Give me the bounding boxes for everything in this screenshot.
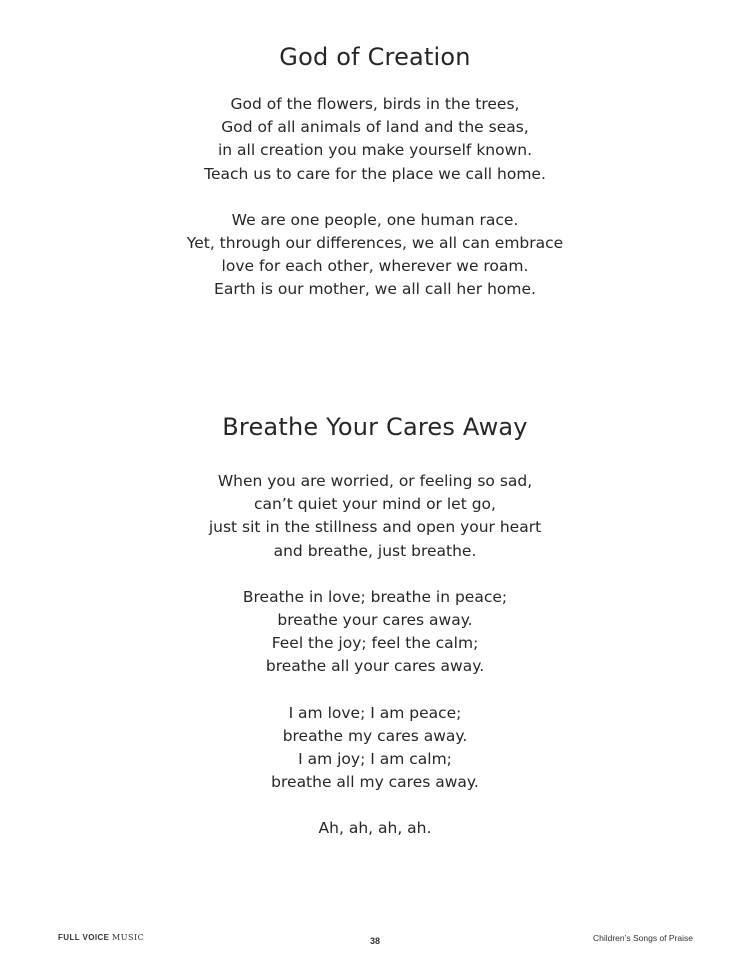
stanza (0, 586, 750, 679)
stanza (0, 93, 750, 186)
lyric-line: and breathe, just breathe. (273, 541, 477, 560)
lyric-line: breathe all my cares away. (271, 773, 479, 792)
book-title: Children’s Songs of Praise (592, 933, 693, 943)
stanza (0, 702, 750, 795)
stanza (0, 470, 750, 563)
lyric-line: breathe your cares away. (277, 611, 473, 630)
song-god-of-creation (0, 40, 750, 302)
page-number: 38 (369, 936, 380, 946)
lyric-line: Ah, ah, ah, ah. (318, 819, 432, 838)
song-breathe-your-cares-away (0, 410, 750, 841)
lyric-line: love for each other, wherever we roam. (221, 257, 529, 276)
lyric-line: Yet, through our differences, we all can embrace (186, 234, 564, 253)
stanza (0, 209, 750, 302)
publisher-name: FULL VOICE (58, 933, 110, 942)
lyric-line: breathe my cares away. (282, 726, 468, 745)
lyric-line: Feel the joy; feel the calm; (271, 634, 479, 653)
lyric-line: God of all animals of land and the seas, (221, 118, 529, 137)
lyric-line: breathe all your cares away. (265, 657, 485, 676)
lyric-line: in all creation you make yourself known. (217, 141, 533, 160)
lyric-line: just sit in the stillness and open your heart (208, 518, 542, 537)
song-title: God of Creation (279, 43, 471, 71)
lyric-line: Breathe in love; breathe in peace; (242, 587, 508, 606)
publisher-music: MUSIC (112, 933, 145, 942)
lyric-line: Teach us to care for the place we call home. (204, 164, 546, 183)
lyric-line: We are one people, one human race. (231, 210, 519, 229)
lyric-line: When you are worried, or feeling so sad, (217, 472, 533, 490)
song-title: Breathe Your Cares Away (222, 413, 528, 441)
lyric-line: I am joy; I am calm; (298, 750, 452, 769)
lyric-line: God of the flowers, birds in the trees, (230, 95, 520, 113)
lyric-line: can’t quiet your mind or let go, (254, 495, 496, 514)
lyric-line: Earth is our mother, we all call her home. (214, 280, 536, 299)
lyric-line: I am love; I am peace; (288, 703, 462, 722)
stanza (0, 817, 750, 840)
page-footer (0, 930, 750, 950)
